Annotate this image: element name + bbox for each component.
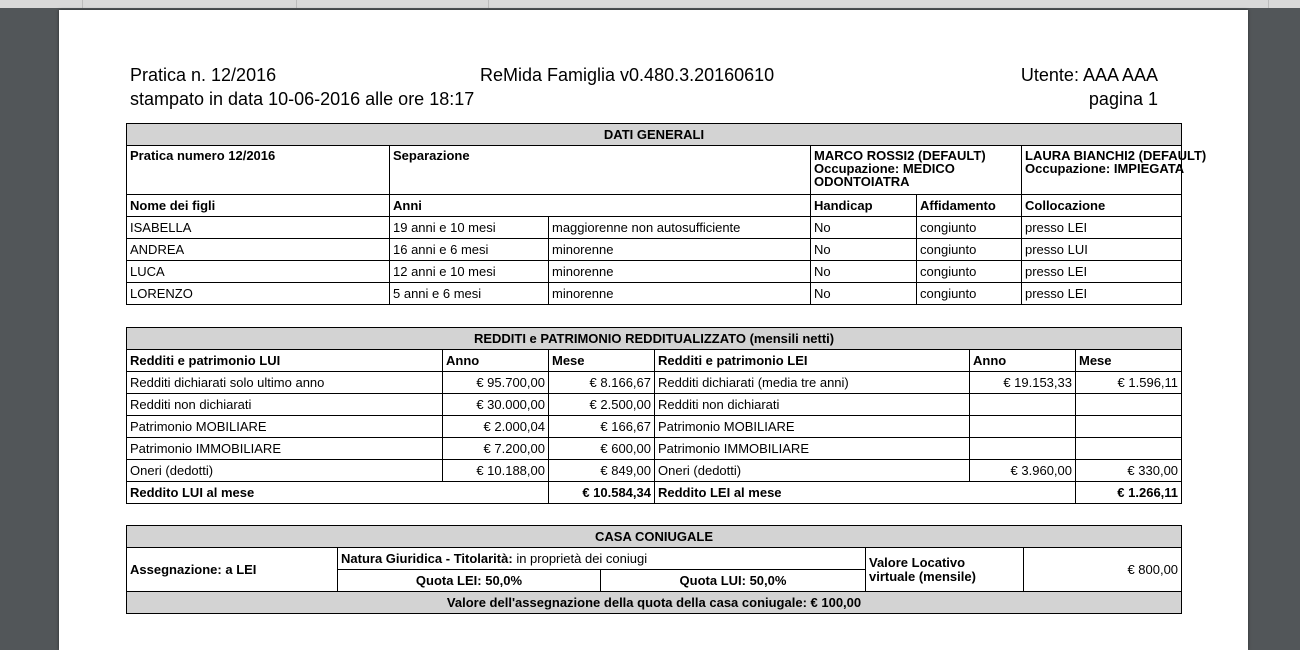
quota-lei: Quota LEI: 50,0% <box>338 570 601 592</box>
lui-label: Patrimonio IMMOBILIARE <box>127 438 443 460</box>
lui-label: Patrimonio MOBILIARE <box>127 416 443 438</box>
figlio-collocazione: presso LUI <box>1022 239 1182 261</box>
figlio-handicap: No <box>811 217 917 239</box>
lei-label: Oneri (dedotti) <box>655 460 970 482</box>
lui-mese: € 600,00 <box>549 438 655 460</box>
figlio-collocazione: presso LEI <box>1022 217 1182 239</box>
viewer-toolbar <box>0 0 1300 8</box>
figlio-nome: ISABELLA <box>127 217 390 239</box>
figlio-collocazione: presso LEI <box>1022 283 1182 305</box>
figlio-handicap: No <box>811 261 917 283</box>
table-row <box>127 416 1182 438</box>
col-collocazione: Collocazione <box>1022 195 1182 217</box>
figlio-stato: minorenne <box>549 239 811 261</box>
figlio-collocazione: presso LEI <box>1022 261 1182 283</box>
figlio-nome: ANDREA <box>127 239 390 261</box>
header-pratica: Pratica n. 12/2016 <box>130 65 277 85</box>
col-redditi-lui: Redditi e patrimonio LUI <box>127 350 443 372</box>
lui-nome: MARCO ROSSI2 (DEFAULT) <box>814 148 986 163</box>
lei-anno: € 3.960,00 <box>970 460 1076 482</box>
table-row <box>127 261 1182 283</box>
col-handicap: Handicap <box>811 195 917 217</box>
dati-generali-table <box>126 123 1207 305</box>
lei-nome: LAURA BIANCHI2 (DEFAULT) <box>1025 148 1207 163</box>
lui-label: Redditi non dichiarati <box>127 394 443 416</box>
figlio-handicap: No <box>811 239 917 261</box>
table-row <box>127 283 1182 305</box>
dati-generali-title: DATI GENERALI <box>127 124 1182 146</box>
table-row <box>127 438 1182 460</box>
col-nome-figli: Nome dei figli <box>127 195 390 217</box>
totale-lei-label: Reddito LEI al mese <box>655 482 1076 504</box>
totale-lui-label: Reddito LUI al mese <box>127 482 549 504</box>
assegnazione: Assegnazione: a LEI <box>127 548 338 592</box>
figlio-stato: minorenne <box>549 261 811 283</box>
figlio-anni: 12 anni e 10 mesi <box>390 261 549 283</box>
totale-lui: € 10.584,34 <box>549 482 655 504</box>
lui-occupazione-cont: ODONTOIATRA <box>814 174 910 189</box>
redditi-title: REDDITI e PATRIMONIO REDDITUALIZZATO (mensili netti) <box>127 328 1182 350</box>
redditi-table <box>126 327 1182 504</box>
lei-label: Patrimonio IMMOBILIARE <box>655 438 970 460</box>
table-row <box>127 372 1182 394</box>
natura-giuridica <box>338 548 866 570</box>
toolbar-separator <box>82 0 83 8</box>
natura-value: in proprietà dei coniugi <box>516 551 648 566</box>
lei-label: Redditi dichiarati (media tre anni) <box>655 372 970 394</box>
col-affidamento: Affidamento <box>917 195 1022 217</box>
lui-mese: € 166,67 <box>549 416 655 438</box>
col-mese-lei: Mese <box>1076 350 1182 372</box>
valore-locativo: € 800,00 <box>1024 548 1182 592</box>
lei-mese <box>1076 416 1182 438</box>
lui-anno: € 30.000,00 <box>443 394 549 416</box>
lei-mese: € 1.596,11 <box>1076 372 1182 394</box>
lei-anno <box>970 394 1076 416</box>
table-row <box>127 394 1182 416</box>
figlio-handicap: No <box>811 283 917 305</box>
lui-label: Redditi dichiarati solo ultimo anno <box>127 372 443 394</box>
toolbar-separator <box>488 0 489 8</box>
figlio-nome: LORENZO <box>127 283 390 305</box>
table-row <box>127 239 1182 261</box>
totals-row <box>127 482 1182 504</box>
valore-locativo-line2: virtuale (mensile) <box>869 568 976 584</box>
table-row <box>127 217 1182 239</box>
lui-anno: € 7.200,00 <box>443 438 549 460</box>
figlio-anni: 5 anni e 6 mesi <box>390 283 549 305</box>
header-pagina: pagina 1 <box>1088 89 1158 109</box>
lei-mese: € 330,00 <box>1076 460 1182 482</box>
lui-mese: € 849,00 <box>549 460 655 482</box>
valore-locativo-label <box>866 548 1024 592</box>
lui-label: Oneri (dedotti) <box>127 460 443 482</box>
header-app-version: ReMida Famiglia v0.480.3.20160610 <box>480 65 775 85</box>
header-stampato: stampato in data 10-06-2016 alle ore 18:17 <box>130 89 475 109</box>
valore-assegnazione: Valore dell'assegnazione della quota della casa coniugale: € 100,00 <box>127 592 1182 614</box>
figlio-affidamento: congiunto <box>917 261 1022 283</box>
figlio-anni: 16 anni e 6 mesi <box>390 239 549 261</box>
lui-anno: € 2.000,04 <box>443 416 549 438</box>
figlio-affidamento: congiunto <box>917 217 1022 239</box>
document-page <box>59 10 1248 650</box>
pratica-numero: Pratica numero 12/2016 <box>127 146 390 195</box>
lei-occupazione: Occupazione: IMPIEGATA <box>1025 161 1185 176</box>
col-redditi-lei: Redditi e patrimonio LEI <box>655 350 970 372</box>
toolbar-separator <box>296 0 297 8</box>
lei-label: Patrimonio MOBILIARE <box>655 416 970 438</box>
casa-coniugale-table <box>126 525 1182 614</box>
lui-mese: € 2.500,00 <box>549 394 655 416</box>
lei-anno: € 19.153,33 <box>970 372 1076 394</box>
lei-anno <box>970 438 1076 460</box>
figlio-nome: LUCA <box>127 261 390 283</box>
tipo-pratica: Separazione <box>390 146 811 195</box>
totale-lei: € 1.266,11 <box>1076 482 1182 504</box>
lei-mese <box>1076 438 1182 460</box>
col-mese-lui: Mese <box>549 350 655 372</box>
lui-info <box>811 146 1022 195</box>
lui-anno: € 10.188,00 <box>443 460 549 482</box>
figlio-anni: 19 anni e 10 mesi <box>390 217 549 239</box>
col-anno-lui: Anno <box>443 350 549 372</box>
figlio-stato: minorenne <box>549 283 811 305</box>
col-anno-lei: Anno <box>970 350 1076 372</box>
valore-locativo-line1: Valore Locativo <box>869 554 966 570</box>
figlio-affidamento: congiunto <box>917 283 1022 305</box>
lui-occupazione: Occupazione: MEDICO <box>814 161 955 176</box>
lei-info <box>1022 146 1207 195</box>
lei-label: Redditi non dichiarati <box>655 394 970 416</box>
casa-title: CASA CONIUGALE <box>127 526 1182 548</box>
table-row <box>127 460 1182 482</box>
lei-mese <box>1076 394 1182 416</box>
col-anni: Anni <box>390 195 811 217</box>
natura-label: Natura Giuridica - Titolarità: <box>341 551 513 566</box>
quota-lui: Quota LUI: 50,0% <box>601 570 866 592</box>
header-utente: Utente: AAA AAA <box>1020 65 1158 85</box>
lei-anno <box>970 416 1076 438</box>
lui-anno: € 95.700,00 <box>443 372 549 394</box>
figlio-affidamento: congiunto <box>917 239 1022 261</box>
lui-mese: € 8.166,67 <box>549 372 655 394</box>
figlio-stato: maggiorenne non autosufficiente <box>549 217 811 239</box>
toolbar-separator <box>1268 0 1269 8</box>
